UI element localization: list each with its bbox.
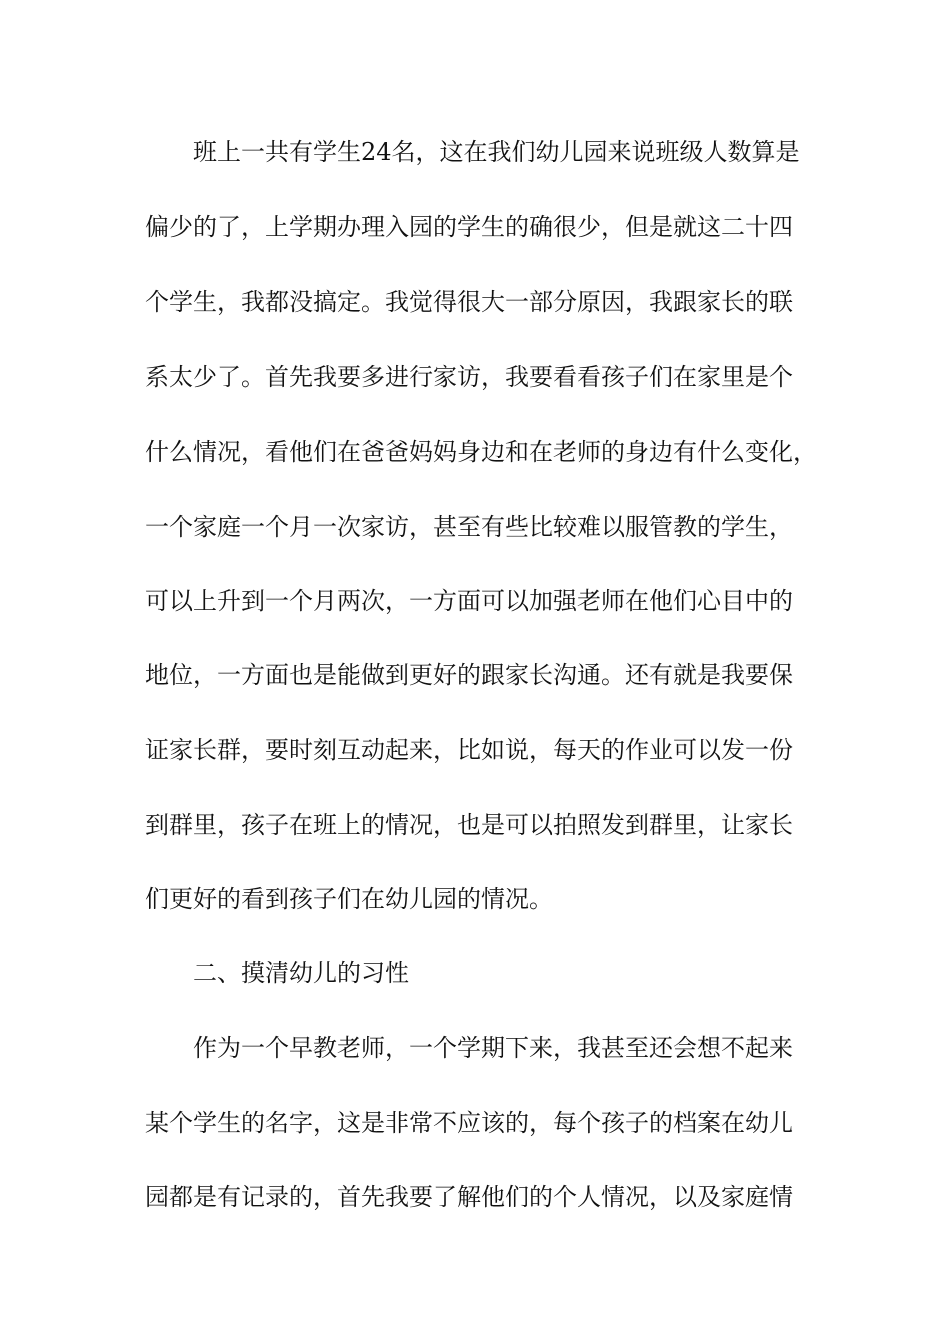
paragraph-line: 什么情况，看他们在爸爸妈妈身边和在老师的身边有什么变化， [145,438,817,466]
paragraph-line: 地位，一方面也是能做到更好的跟家长沟通。还有就是我要保 [145,661,793,689]
paragraph-line: 某个学生的名字，这是非常不应该的，每个孩子的档案在幼儿 [145,1109,793,1137]
paragraph-line: 个学生，我都没搞定。我觉得很大一部分原因，我跟家长的联 [145,288,793,316]
paragraph-line: 到群里，孩子在班上的情况，也是可以拍照发到群里，让家长 [145,811,793,839]
section-heading: 二、摸清幼儿的习性 [193,959,409,987]
paragraph-line: 一个家庭一个月一次家访，甚至有些比较难以服管教的学生， [145,513,793,541]
paragraph-line: 可以上升到一个月两次，一方面可以加强老师在他们心目中的 [145,587,793,615]
paragraph-line: 们更好的看到孩子们在幼儿园的情况。 [145,885,553,913]
paragraph-line: 班上一共有学生24名，这在我们幼儿园来说班级人数算是 [193,138,800,166]
paragraph-line: 系太少了。首先我要多进行家访，我要看看孩子们在家里是个 [145,363,793,391]
paragraph-line: 证家长群，要时刻互动起来，比如说，每天的作业可以发一份 [145,736,793,764]
paragraph-line: 偏少的了，上学期办理入园的学生的确很少，但是就这二十四 [145,213,793,241]
paragraph-line: 作为一个早教老师，一个学期下来，我甚至还会想不起来 [193,1034,793,1062]
paragraph-line: 园都是有记录的，首先我要了解他们的个人情况，以及家庭情 [145,1183,793,1211]
